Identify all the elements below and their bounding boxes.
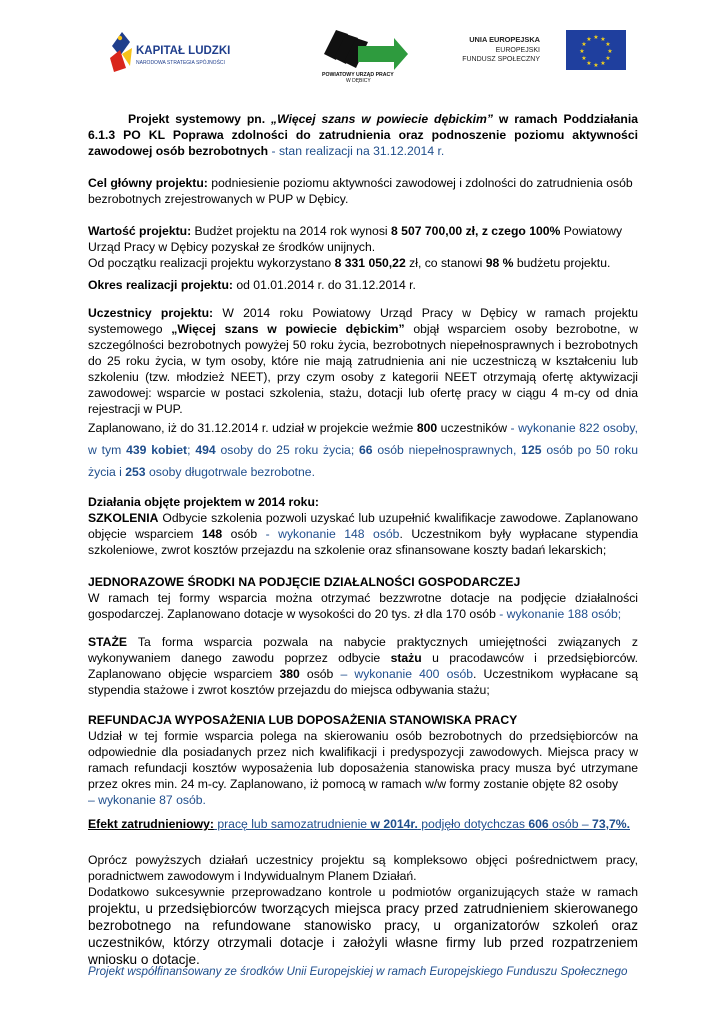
goal-paragraph — [88, 175, 638, 207]
closing-section — [88, 852, 638, 968]
period-paragraph — [88, 277, 638, 293]
svg-text:★: ★ — [593, 34, 599, 41]
actions-heading: Działania objęte projektem w 2014 roku: — [88, 495, 319, 509]
training-text-2: osób — [222, 527, 258, 541]
planned-count: 800 — [416, 421, 438, 435]
status-date: - stan realizacji na 31.12.2014 r. — [268, 144, 445, 158]
participants-text-3: Zaplanowano, iż do 31.12.2014 r. udział w projekcie weźmie — [88, 421, 417, 435]
svg-text:★: ★ — [586, 60, 592, 67]
execution-text-2: ; — [187, 443, 196, 457]
internship-text-4: . Uczestnikom wypłacane są stypendia stażowe i zwrot kosztów przejazdu do miejsca odbywania stażu; — [88, 667, 639, 697]
internship-bold: stażu — [390, 651, 422, 665]
closing-paragraph-2a: Dodatkowo sukcesywnie przeprowadzano kontrole u podmiotów organizujących staże w ramach — [88, 885, 638, 899]
used-amount: 8 331 050,22 — [334, 256, 406, 270]
effect-text-2: podjęło dotychczas — [417, 817, 529, 831]
refund-text: Udział w tej formie wsparcia polega na skierowaniu osób bezrobotnych do przedsiębiorców na odpowiednie dla posiadanych przez nich kwalifikacji i predyspozycji zawodowych. Miejsca pracy w ramach refundacji kosztów wyposażenia lub doposażenia stanowiska pracy musza być utrzymane przez okres min. 24 m-cy. Zaplanowano, iż pomocą w ramach w/w formy zostanie objęte 82 osoby — [88, 729, 638, 791]
disabled-count: 66 — [359, 443, 373, 457]
internship-text-2: u pracodawców i przedsiębiorców. Zaplanowano objęcie wsparciem — [88, 651, 638, 681]
effect-text-3: osób – — [548, 817, 593, 831]
eu-line1: UNIA EUROPEJSKA — [469, 35, 540, 44]
intro-paragraph — [88, 111, 638, 159]
internship-text-1: Ta forma wsparcia pozwala na nabycie praktycznych umiejętności związanych z wykonywaniem danego zawodu poprzez odbycie — [88, 635, 638, 665]
project-name: „Więcej szans w powiecie dębickim” — [271, 112, 493, 126]
execution-text-3: osoby do 25 roku życia; — [215, 443, 360, 457]
training-text-1: Odbycie szkolenia pozwoli uzyskać lub uzupełnić kwalifikacje zawodowe. Zaplanowano objęcie wsparciem — [88, 511, 638, 541]
svg-text:★: ★ — [581, 55, 587, 62]
value-paragraph — [88, 223, 638, 271]
training-execution: - wykonanie 148 osób — [257, 527, 400, 541]
footer-note: Projekt współfinansowany ze środków Unii Europejskiej w ramach Europejskiego Funduszu Społecznego — [88, 965, 628, 978]
svg-text:★: ★ — [593, 62, 599, 69]
value-text-3: Od początku realizacji projektu wykorzystano — [88, 256, 335, 270]
eu-line2: EUROPEJSKI — [495, 47, 540, 54]
participants-text-4: uczestników — [437, 421, 508, 435]
training-text-3: . Uczestnikom były wypłacane stypendia szkoleniowe, zwrot kosztów przejazdu na szkolenie oraz sfinansowane koszty badań lekarskich; — [88, 527, 638, 557]
effect-paragraph — [88, 816, 638, 832]
participants-text-1: W 2014 roku Powiatowy Urząd Pracy w Dębicy w ramach projektu systemowego — [88, 306, 639, 336]
goal-label: Cel główny projektu: — [88, 176, 208, 190]
older-count: 125 — [521, 443, 542, 457]
participants-paragraph — [88, 305, 638, 483]
period-text: od 01.01.2014 r. do 31.12.2014 r. — [232, 278, 416, 292]
execution-text-1: - wykonanie 822 osoby, w tym — [88, 421, 638, 457]
refund-section — [88, 712, 638, 808]
effect-percent: 73,7%. — [592, 817, 630, 831]
value-text-1: Budżet projektu na 2014 rok wynosi — [191, 224, 392, 238]
internship-section — [88, 634, 638, 698]
effect-text-1: pracę lub samozatrudnienie — [213, 817, 371, 831]
execution-text-5: osób po 50 roku życia i — [88, 443, 639, 479]
value-label: Wartość projektu: — [88, 224, 192, 238]
pup-line2: W DĘBICY — [346, 78, 371, 84]
closing-paragraph-2b: projektu, u przedsiębiorców tworzących miejsca pracy przed zatrudnieniem skierowanego bezrobotnego na refundowane stanowisko pracy, u organizatorów szkoleń oraz uczestników, którzy otrzymali dotacje i założyli własne firmy lub przed rozpatrzeniem wniosku o dotacje. — [88, 901, 638, 967]
grant-text: W ramach tej formy wsparcia można otrzymać bezzwrotne dotacje na podjęcie działalności gospodarczej. Zaplanowano dotacje w wysokości do 20 tys. zł dla 170 osób — [88, 591, 638, 621]
used-percent: 98 % — [485, 256, 514, 270]
internship-count: 380 — [279, 667, 300, 681]
eu-logo — [462, 28, 630, 74]
grant-heading: JEDNORAZOWE ŚRODKI NA PODJĘCIE DZIAŁALNOŚCI GOSPODARCZEJ — [88, 575, 521, 589]
pup-logo — [318, 24, 410, 84]
kl-subtitle: NARODOWA STRATEGIA SPÓJNOŚCI — [136, 60, 225, 66]
eu-line3: FUNDUSZ SPOŁECZNY — [462, 56, 540, 63]
effect-count: 606 — [528, 817, 549, 831]
longterm-count: 253 — [125, 465, 146, 479]
page-header — [0, 22, 724, 82]
execution-text-4: osób niepełnosprawnych, — [372, 443, 522, 457]
goal-text: podniesienie poziomu aktywności zawodowej i zdolności do zatrudnienia osób bezrobotnych zrejestrowanych w PUP w Dębicy. — [88, 176, 633, 206]
effect-year: w 2014r. — [370, 817, 418, 831]
internship-label: STAŻE — [88, 635, 128, 649]
participants-project-name: „Więcej szans w powiecie dębickim” — [171, 322, 405, 336]
refund-execution: – wykonanie 87 osób. — [88, 793, 206, 807]
value-text-5: budżetu projektu. — [513, 256, 611, 270]
value-text-4: zł, co stanowi — [405, 256, 486, 270]
training-count: 148 — [201, 527, 223, 541]
kl-title: KAPITAŁ LUDZKI — [136, 45, 231, 57]
women-count: 439 kobiet — [126, 443, 188, 457]
closing-paragraph-1: Oprócz powyższych działań uczestnicy projektu są kompleksowo objęci pośrednictwem pracy, poradnictwem zawodowym i Indywidualnym Planem Działań. — [88, 853, 638, 883]
svg-text:★: ★ — [605, 41, 611, 48]
svg-text:★: ★ — [600, 36, 606, 43]
svg-text:★: ★ — [586, 36, 592, 43]
intro-prefix: Projekt systemowy pn. — [128, 112, 271, 126]
pup-line1: POWIATOWY URZĄD PRACY — [322, 72, 394, 78]
training-label: SZKOLENIA — [88, 511, 159, 525]
participants-label: Uczestnicy projektu: — [88, 306, 214, 320]
internship-text-3: osób — [299, 667, 341, 681]
budget-amount: 8 507 700,00 zł, z czego 100% — [391, 224, 561, 238]
svg-text:★: ★ — [607, 48, 613, 55]
svg-text:★: ★ — [600, 60, 606, 67]
svg-text:★: ★ — [579, 48, 585, 55]
kapital-ludzki-logo — [108, 28, 248, 76]
svg-text:★: ★ — [605, 55, 611, 62]
young-count: 494 — [195, 443, 216, 457]
execution-text-6: osoby długotrwale bezrobotne. — [145, 465, 315, 479]
grant-section — [88, 574, 638, 622]
value-text-2: Powiatowy Urząd Pracy w Dębicy pozyskał ze środków unijnych. — [88, 224, 623, 254]
refund-heading: REFUNDACJA WYPOSAŻENIA LUB DOPOSAŻENIA STANOWISKA PRACY — [88, 713, 518, 727]
participants-text-2: objął wsparciem osoby bezrobotne, w szczególności bezrobotnych powyżej 50 roku życia, bezrobotnych niepełnosprawnych i bezrobotnych do 25 roku życia, w tym osoby, które nie mają zatrudnienia ani nie uczestniczą w kształceniu lub szkoleniu (tzw. młodzież NEET), przy czym osoby z kategorii NEET otrzymają ofertę aktywizacji zawodowej: wsparcie w postaci szkolenia, stażu, dotacji lub ofertę pracy w ciągu 4 m-cy od dnia rejestracji w PUP. — [88, 322, 638, 416]
svg-text:★: ★ — [581, 41, 587, 48]
internship-execution: – wykonanie 400 osób — [340, 667, 474, 681]
intro-rest: w ramach Poddziałania 6.1.3 PO KL Poprawa zdolności do zatrudnienia oraz podnoszenie poziomu aktywności zawodowej osób bezrobotnych — [88, 112, 638, 158]
actions-section — [88, 494, 638, 558]
effect-label: Efekt zatrudnieniowy: — [88, 817, 214, 831]
grant-execution: - wykonanie 188 osób; — [495, 607, 622, 621]
period-label: Okres realizacji projektu: — [88, 278, 233, 292]
